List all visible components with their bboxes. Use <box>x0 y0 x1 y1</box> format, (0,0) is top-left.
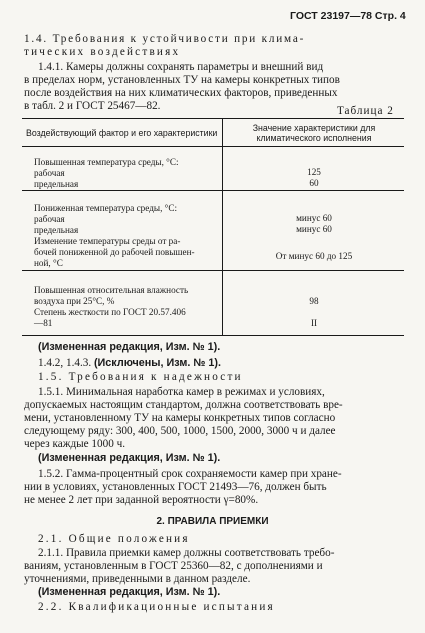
row2-value-1: минус 60 <box>296 213 332 223</box>
section-1-4-title-line2: тических воздействиях <box>24 46 181 58</box>
row2-factor-line6: ной, °С <box>34 258 63 268</box>
section-1-5-title: 1.5. Требования к надежности <box>38 371 243 383</box>
para-1-5-2-line2: нии в условиях, установленных ГОСТ 21493—76, должен быть <box>24 481 327 493</box>
para-2-1-1-line3: уточнениями, приведенными в данном разделе. <box>24 573 251 585</box>
row2-factor-line3: предельная <box>34 225 79 235</box>
table-bottom-rule <box>22 335 404 336</box>
row2-factor-line1: Пониженная температура среды, °С: <box>34 203 178 213</box>
excluded-items <box>38 356 221 370</box>
row1-value-1: 125 <box>307 167 321 177</box>
para-1-5-1-line3: мени, установленному ТУ на камеры конкретных типов согласно <box>24 412 336 424</box>
table-column-divider <box>222 118 223 335</box>
table-row-rule-1 <box>22 190 404 191</box>
section-2-title: 2. ПРАВИЛА ПРИЕМКИ <box>156 516 269 527</box>
excluded-items-numbers: 1.4.2, 1.4.3. <box>38 357 92 369</box>
row1-value-2: 60 <box>309 178 319 188</box>
para-1-5-2-line3: не менее 2 лет при заданной вероятности γ=80%. <box>24 494 259 506</box>
row1-factor-line3: предельная <box>34 179 79 189</box>
edit-note-1: (Измененная редакция, Изм. № 1). <box>38 341 221 353</box>
table-col2-header-line1: Значение характеристики для <box>252 123 376 133</box>
table-caption: Таблица 2 <box>337 105 394 117</box>
para-1-4-1-line1: 1.4.1. Камеры должны сохранять параметры и внешний вид <box>38 61 324 73</box>
table-top-rule <box>22 118 404 119</box>
para-1-5-1-line4: следующему ряду: 300, 400, 500, 1000, 1500, 2000, 3000 ч и далее <box>24 425 336 437</box>
page-header: ГОСТ 23197—78 Стр. 4 <box>290 10 406 22</box>
section-2-2-title: 2.2. Квалификационные испытания <box>38 601 275 613</box>
para-1-4-1-line4: в табл. 2 и ГОСТ 25467—82. <box>24 100 161 112</box>
para-1-5-2-line1: 1.5.2. Гамма-процентный срок сохраняемости камер при хране- <box>38 468 342 480</box>
row2-factor-line4: Изменение температуры среды от ра- <box>34 236 181 246</box>
section-1-4-title-line1: 1.4. Требования к устойчивости при клима- <box>24 33 306 45</box>
row3-factor-line2: воздуха при 25°С, % <box>34 296 115 306</box>
edit-note-3: (Измененная редакция, Изм. № 1). <box>38 586 221 598</box>
table-header-rule <box>22 146 404 147</box>
para-1-5-1-line5: через каждые 1000 ч. <box>24 438 126 450</box>
row3-factor-line3: Степень жесткости по ГОСТ 20.57.406 <box>34 307 186 317</box>
row2-value-3: От минус 60 до 125 <box>275 251 353 261</box>
table-col1-header: Воздействующий фактор и его характеристики <box>26 128 218 138</box>
table-row-rule-2 <box>22 270 404 271</box>
table-col2-header-line2: климатического исполнения <box>256 133 372 143</box>
row3-factor-line4: —81 <box>34 318 53 328</box>
row1-factor-line2: рабочая <box>34 168 65 178</box>
row3-value-2: II <box>310 318 318 328</box>
para-1-5-1-line2: допускаемых настоящим стандартом, должна соответствовать вре- <box>24 399 343 411</box>
row3-factor-line1: Повышенная относительная влажность <box>34 285 189 295</box>
row2-value-2: минус 60 <box>296 224 332 234</box>
row2-factor-line5: бочей пониженной до рабочей повышен- <box>34 247 195 257</box>
row2-factor-line2: рабочая <box>34 214 65 224</box>
excluded-items-note: (Исключены, Изм. № 1). <box>93 357 221 369</box>
para-2-1-1-line2: ваниям, установленным в ГОСТ 25360—82, с дополнениями и <box>24 560 323 572</box>
row1-factor-line1: Повышенная температура среды, °С: <box>34 157 179 167</box>
section-2-1-title: 2.1. Общие положения <box>38 533 190 545</box>
row3-value-1: 98 <box>309 296 319 306</box>
para-1-4-1-line2: в пределах норм, установленных ТУ на камеры конкретных типов <box>24 74 340 86</box>
edit-note-2: (Измененная редакция, Изм. № 1). <box>38 452 221 464</box>
para-1-4-1-line3: после воздействия на них климатических факторов, приведенных <box>24 87 338 99</box>
para-1-5-1-line1: 1.5.1. Минимальная наработка камер в режимах и условиях, <box>38 386 325 398</box>
para-2-1-1-line1: 2.1.1. Правила приемки камер должны соответствовать требо- <box>38 547 335 559</box>
